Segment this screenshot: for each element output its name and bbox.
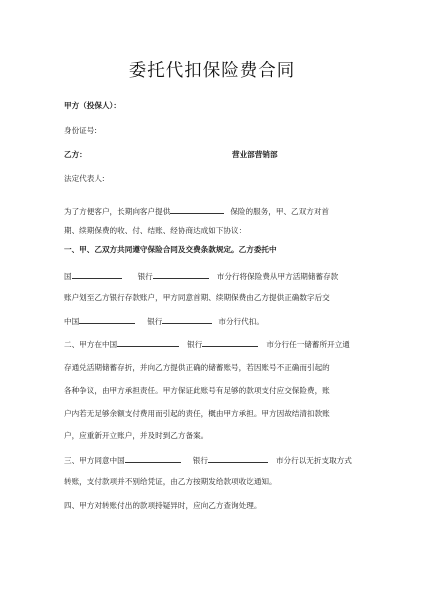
- legal-representative-label: 法定代表人:: [64, 174, 105, 183]
- blank-field: [72, 270, 122, 279]
- clause-2-line-2: 存通兑活期储蓄存折，并向乙方提供正确的储蓄账号，若因账号不正确而引起的: [64, 363, 330, 372]
- clause-2-line-3: 各种争议，由甲方承担责任。甲方保证此账号有足够的款项支付应交保险费，账: [64, 386, 330, 395]
- blank-field: [117, 338, 179, 347]
- id-number-label: 身份证号:: [64, 126, 97, 135]
- party-b-label: 乙方：: [64, 150, 87, 159]
- blank-field: [208, 454, 268, 463]
- blank-field: [170, 205, 224, 214]
- clause-2-line-1: 二、甲方在中国 银行 市分行任一储蓄所开立通: [64, 340, 350, 349]
- party-b-department: 营业部营销部: [232, 150, 278, 159]
- clause-1-line-4: 中国 银行 市分行代扣。: [64, 317, 264, 326]
- blank-field: [162, 315, 212, 324]
- document-title: 委托代扣保险费合同: [128, 61, 296, 81]
- clause-2-line-5: 户，应重新开立账户，并及时到乙方备案。: [64, 431, 209, 440]
- clause-1-line-3: 账户划至乙方银行存款账户，甲方同意首期、续期保费由乙方提供正确数字后交: [64, 293, 330, 302]
- intro-line-2: 期、续期保费的收、付、结账、经协商达成如下协议：: [64, 226, 247, 235]
- clause-2-line-4: 户内若无足够余额支付费用而引起的责任，概由甲方承担。甲方因故结清扣款账: [64, 409, 330, 418]
- blank-field: [153, 270, 209, 279]
- clause-4-line-1: 四、甲方对转账付出的款项持疑异时，应向乙方查询处理。: [64, 501, 262, 510]
- blank-field: [125, 454, 181, 463]
- blank-field: [202, 338, 258, 347]
- clause-1-line-2: 国 银行 市分行将保险费从甲方活期储蓄存款: [64, 272, 339, 281]
- intro-line-1: 为了方便客户，长期向客户提供 保险的服务，甲、乙双方对首: [64, 207, 330, 216]
- clause-1-line-1: 一、甲、乙双方共同遵守保险合同及交费条款规定。乙方委托中: [64, 245, 277, 254]
- clause-3-line-2: 转账，支付款项并不别给凭证，由乙方按期发给款项收讫通知。: [64, 477, 277, 486]
- party-a-label: 甲方（投保人）：: [64, 101, 121, 110]
- blank-field: [79, 315, 135, 324]
- clause-3-line-1: 三、甲方同意中国 银行 市分行以无折支取方式: [64, 456, 352, 465]
